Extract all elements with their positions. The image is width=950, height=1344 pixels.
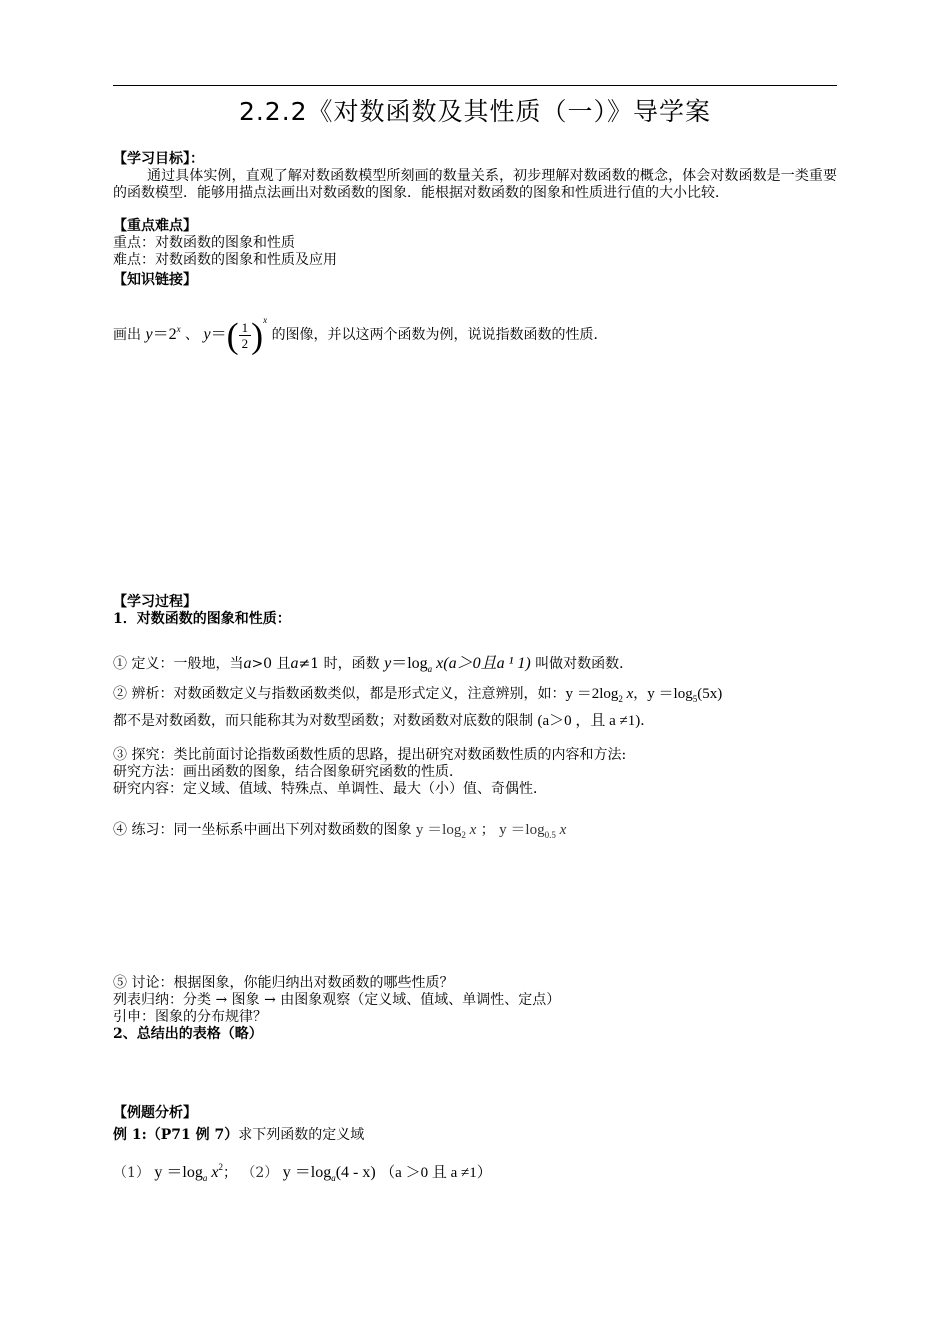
dis-prefix: ② 辨析：对数函数定义与指数函数类似，都是形式定义，注意辨别，如： (113, 686, 566, 702)
part2-x: (4 - x) (335, 1164, 376, 1181)
def-eq: ＝log (391, 655, 428, 672)
ex-prefix: ④ 练习：同一坐标系中画出下列对数函数的图象 (113, 822, 412, 838)
ex-f2-base: 0.5 (544, 830, 556, 840)
discuss-line1: ⑤ 讨论：根据图象，你能归纳出对数函数的哪些性质？ (113, 975, 454, 991)
links-heading (113, 272, 837, 289)
def-suffix: 叫做对数函数． (535, 656, 634, 672)
example1-text: 求下列函数的定义域 (238, 1127, 365, 1143)
example1-parts (113, 1155, 837, 1190)
ex-f2-x: x (555, 822, 567, 838)
dis-ex2 (647, 686, 722, 702)
part1-x: x (207, 1164, 219, 1181)
dis-ex1 (565, 686, 633, 702)
def-prefix: ① 定义：一般地，当 (113, 656, 244, 672)
fraction-half (239, 320, 252, 351)
key-points-section (113, 218, 837, 269)
part1-base: a (202, 1173, 208, 1183)
links-heading-text: 【知识链接】 (113, 272, 197, 288)
section1-heading: 1．对数函数的图象和性质： (113, 611, 291, 627)
ex-f1-base: 2 (461, 830, 466, 840)
links-sep: 、 (185, 327, 200, 343)
dis-ex2-x: (5x) (697, 686, 723, 702)
section2-heading: 2、总结出的表格（略） (113, 1026, 263, 1042)
formula-exp-half-x (203, 315, 268, 356)
ex-f1-text: y ＝log (415, 822, 462, 838)
explore-line3: 研究内容：定义域、值域、特殊点、单调性、最大（小）值、奇偶性． (113, 781, 547, 797)
key-point-text: 重点：对数函数的图象和性质 (113, 235, 295, 251)
ex-f1 (416, 822, 476, 838)
fraction-denominator: 2 (241, 335, 249, 351)
part1-label: （1） (113, 1165, 150, 1181)
ex-f2 (499, 822, 566, 838)
explore-line1: ③ 探究：类比前面讨论指数函数性质的思路，提出研究对数函数性质的内容和方法: (113, 747, 627, 763)
key-points-heading: 【重点难点】 (113, 218, 197, 234)
dis-end: ． (640, 713, 655, 729)
def-a: a (243, 655, 252, 672)
header-rule (113, 85, 837, 86)
part2-base: a (331, 1173, 336, 1183)
part2-formula (283, 1164, 376, 1181)
def-cond2: ≠1 时，函数 (298, 656, 380, 672)
links-line (113, 300, 837, 355)
right-paren: ) (251, 315, 264, 356)
goals-text: 通过具体实例，直观了解对数函数模型所刻画的数量关系，初步理解对数函数的概念，体会对数函数是一类重要的函数模型．能够用描点法画出对数函数的图象．能根据对数函数的图象和性质进行值的大小比较． (113, 168, 837, 201)
links-suffix: 的图像，并以这两个函数为例，说说指数函数的性质． (271, 327, 608, 343)
definition-line (113, 654, 837, 679)
exercise-line (113, 820, 837, 845)
links-prefix: 画出 (113, 327, 141, 343)
f2-eq: ＝ (210, 326, 227, 343)
dis-ex2-text: y ＝log (647, 686, 693, 702)
examples-block (113, 1105, 837, 1144)
def-x: x(a＞0且a ¹ 1) (436, 655, 531, 672)
part2-f: y ＝log (282, 1164, 332, 1181)
def-cond: >0 且 (251, 656, 291, 672)
goals-section (113, 151, 837, 202)
explore-line2: 研究方法：画出函数的图象，结合图象研究函数的性质． (113, 764, 463, 780)
page-title: 2.2.2《对数函数及其性质（一）》导学案 (238, 97, 712, 126)
part-condition: （a ＞0 且 a ≠1） (380, 1165, 492, 1181)
dis-ex2-base: 5 (692, 694, 698, 704)
dis-cond: (a＞0 ，且 a ≠1) (537, 713, 641, 729)
example1-line (113, 1127, 837, 1144)
dis-ex1-text: y ＝2log (565, 686, 619, 702)
process-heading-block (113, 594, 837, 628)
process-heading: 【学习过程】 (113, 594, 197, 610)
discuss-line2: 列表归纳：分类 → 图象 → 由图象观察（定义域、值域、单调性、定点） (113, 992, 561, 1008)
part1-exp: 2 (218, 1162, 223, 1172)
discuss-line3: 引申：图象的分布规律？ (113, 1009, 267, 1025)
dis-line2: 都不是对数函数，而只能称其为对数型函数；对数函数对底数的限制 (113, 713, 533, 729)
ex-f1-x: x (465, 822, 477, 838)
f1-eq: ＝2 (152, 326, 177, 343)
left-paren: ( (226, 315, 239, 356)
dis-ex1-x: x (622, 686, 634, 702)
f2-y: y (203, 326, 211, 343)
def-y: y (384, 655, 392, 672)
ex-f2-text: y ＝log (499, 822, 545, 838)
f2-exp: x (263, 315, 268, 325)
distinguish-block (113, 683, 837, 732)
f1-exp: x (176, 324, 181, 334)
part1-f: y ＝log (154, 1164, 203, 1181)
f1-y: y (145, 326, 153, 343)
part2-label: （2） (241, 1165, 279, 1181)
discuss-block (113, 975, 837, 1043)
explore-block (113, 747, 837, 798)
def-formula (384, 655, 531, 672)
part-sep: ； (222, 1165, 237, 1181)
def-a2: a (290, 655, 299, 672)
formula-exp-2x (145, 326, 180, 343)
difficult-point-text: 难点：对数函数的图象和性质及应用 (113, 252, 337, 268)
example1-label: 例 1:（P71 例 7） (113, 1127, 239, 1143)
ex-sep: ； (480, 822, 495, 838)
fraction-numerator: 1 (239, 320, 252, 336)
def-base: a (427, 664, 433, 674)
examples-heading: 【例题分析】 (113, 1105, 197, 1121)
goals-heading: 【学习目标】： (113, 151, 204, 167)
part1-formula (154, 1164, 223, 1181)
dis-comma: ， (633, 686, 648, 702)
dis-ex1-base: 2 (618, 694, 623, 704)
